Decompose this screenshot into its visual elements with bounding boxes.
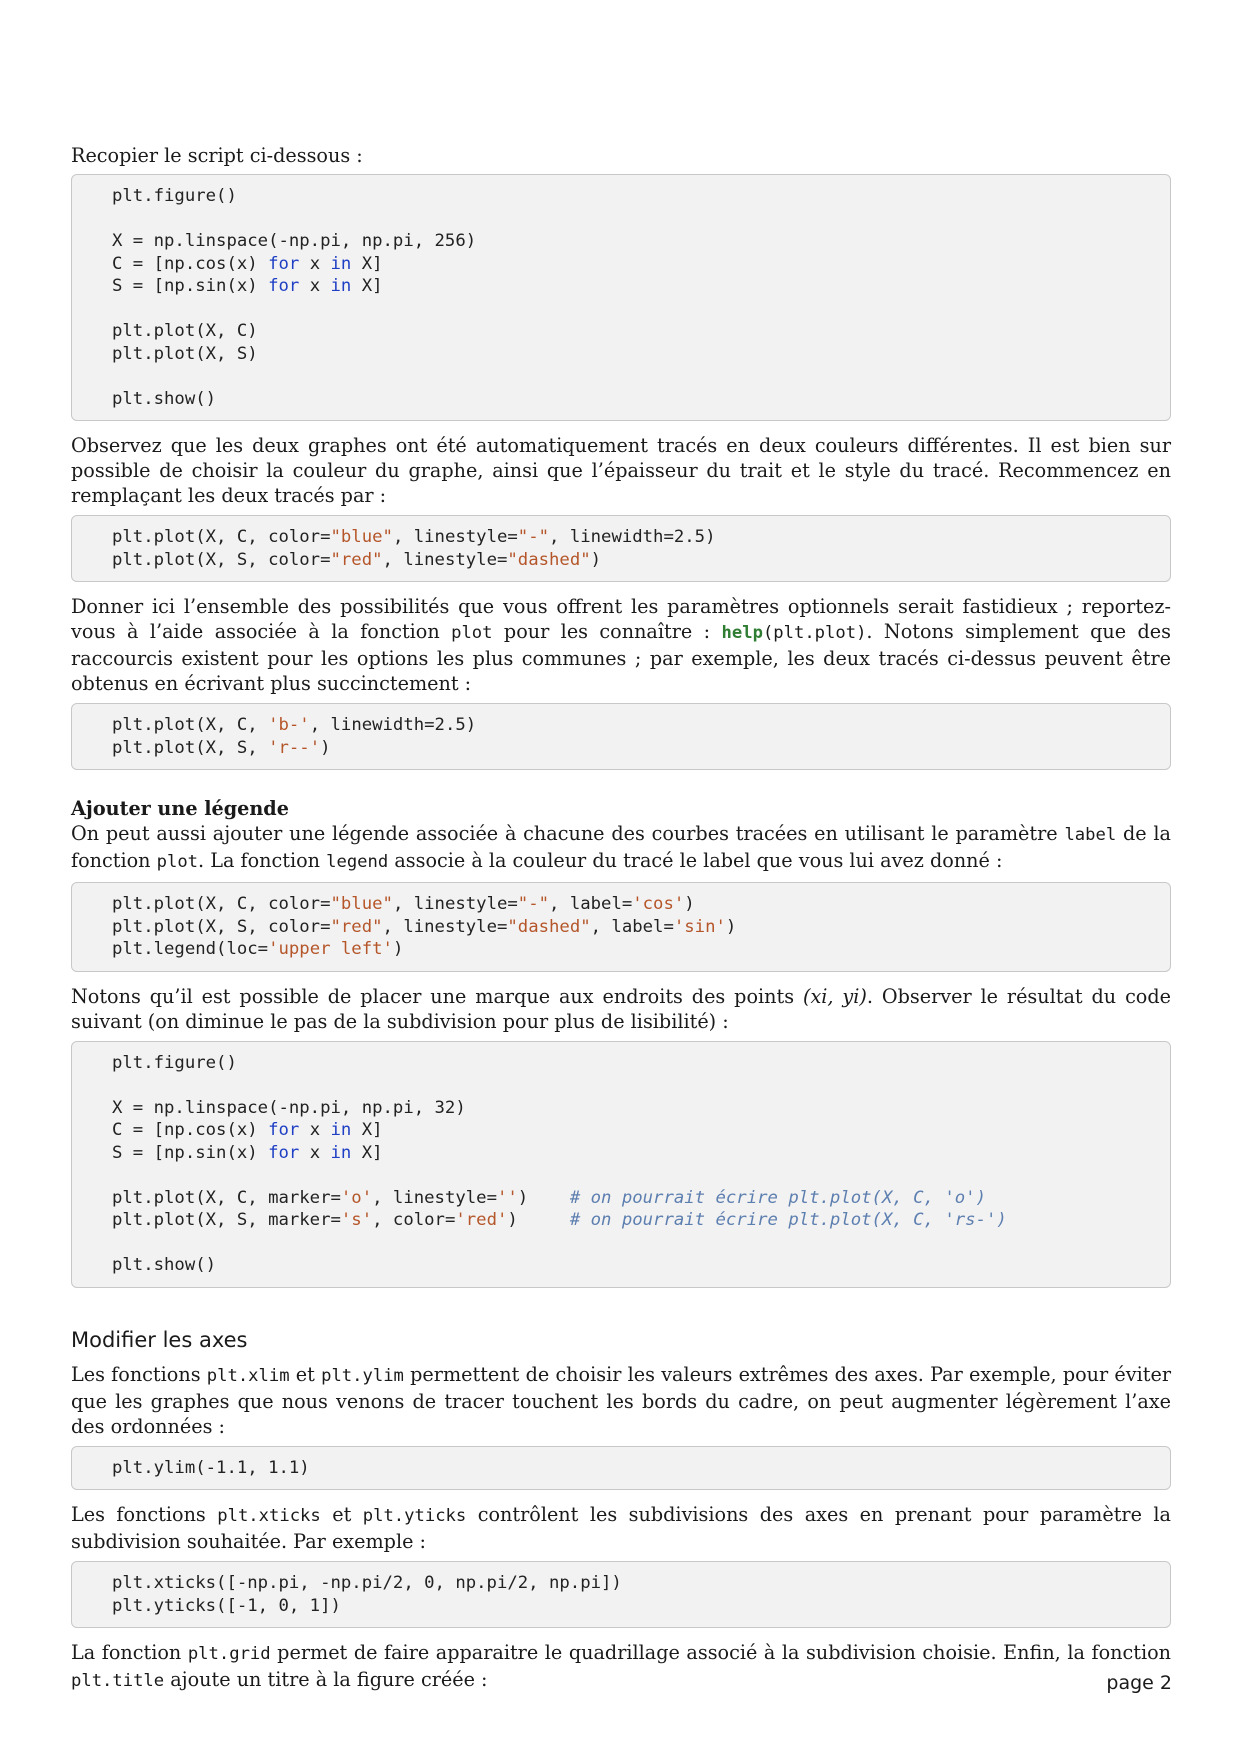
page-content [71,143,1171,1694]
paragraph-grid: La fonction plt.grid permet de faire apparaitre le quadrillage associé à la subdivision choisie. Enfin, la fonction plt.title ajoute un titre à la figure créée : [71,1641,1171,1691]
paragraph-legend: On peut aussi ajouter une légende associée à chacune des courbes tracées en utilisant le paramètre label de la fonction plot. La fonction legend associe à la couleur du tracé le label que vous lui avez donné : [71,822,1171,872]
page-number: page 2 [1106,1672,1172,1694]
code-block-4: plt.plot(X, C, color="blue", linestyle="-", label='cos') plt.plot(X, S, color="red", linestyle="dashed", label='sin') plt.legend(loc='upper left') [71,882,1171,972]
code-block-7: plt.xticks([-np.pi, -np.pi/2, 0, np.pi/2, np.pi]) plt.yticks([-1, 0, 1]) [71,1561,1171,1628]
paragraph-markers: Notons qu’il est possible de placer une marque aux endroits des points (xi, yi). Observer le résultat du code suivant (on diminue le pas de la subdivision pour plus de lisibilité) : [71,984,1172,1033]
intro-text: Recopier le script ci-dessous : [71,144,363,167]
section-title: Modifier les axes [71,1327,248,1352]
code-block-5: plt.figure() X = np.linspace(-np.pi, np.pi, 32) C = [np.cos(x) for x in X] S = [np.sin(x) for x in X] plt.plot(X, C, marker='o', linestyle='') # on pourrait écrire plt.plot(X, C, 'o') plt.plot(X, S, marker='s', color='red') # on pourrait écrire plt.plot(X, C, 'rs-') plt.show() [71,1041,1171,1288]
paragraph-options: Donner ici l’ensemble des possibilités que vous offrent les paramètres optionnels serait fastidieux ; reportez-vous à l’aide associée à la fonction plot pour les connaître : help(plt.plot). Notons simplement que des raccourcis existent pour les options les plus communes ; par exemple, les deux tracés ci-dessus peuvent être obtenus en écrivant plus succinctement : [71,595,1171,695]
math-point: (xi, yi) [802,984,867,1008]
code-block-2: plt.plot(X, C, color="blue", linestyle="-", linewidth=2.5) plt.plot(X, S, color="red", linestyle="dashed") [71,515,1171,582]
paragraph-ticks: Les fonctions plt.xticks et plt.yticks contrôlent les subdivisions des axes en prenant pour paramètre la subdivision souhaitée. Par exemple : [71,1503,1171,1553]
legend-heading: Ajouter une légende [71,797,289,820]
code-block-6: plt.ylim(-1.1, 1.1) [71,1446,1171,1491]
code-block-3: plt.plot(X, C, 'b-', linewidth=2.5) plt.plot(X, S, 'r--') [71,703,1171,770]
code-block-1: plt.figure() X = np.linspace(-np.pi, np.pi, 256) C = [np.cos(x) for x in X] S = [np.sin(x) for x in X] plt.plot(X, C) plt.plot(X, S) plt.show() [71,174,1171,421]
paragraph-colors: Observez que les deux graphes ont été automatiquement tracés en deux couleurs différentes. Il est bien sur possible de choisir la couleur du graphe, ainsi que l’épaisseur du trait et le style du tracé. Recommencez en remplaçant les deux tracés par : [71,434,1171,507]
paragraph-lim: Les fonctions plt.xlim et plt.ylim permettent de choisir les valeurs extrêmes des axes. Par exemple, pour éviter que les graphes que nous venons de tracer touchent les bords du cadre, on peut augmenter légèrement l’axe des ordonnées : [71,1362,1172,1438]
